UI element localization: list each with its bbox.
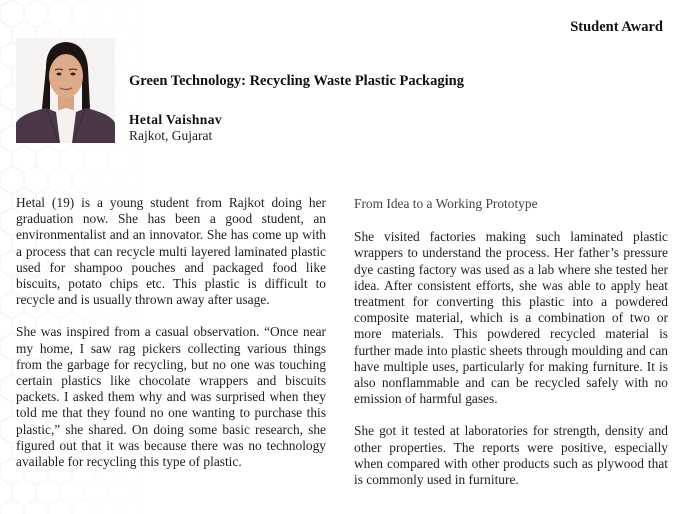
author-photo bbox=[16, 38, 115, 143]
author-location: Rajkot, Gujarat bbox=[129, 128, 213, 143]
portrait-photo-icon bbox=[16, 38, 115, 143]
paragraph: She visited factories making such laminated plastic wrappers to understand the process. Her father’s pressure dye casting factory was used as a lab where she tested her idea. After consistent efforts, she was able to apply heat treatment for converting this plastic into a powdered composite material, which is a combination of two or more materials. This powdered recycled material is further made into plastic sheets through moulding and can have multiple uses, particularly for making furniture. It is also nonflammable and can be recycled safely with no emission of harmful gases. bbox=[354, 229, 668, 407]
article-title: Green Technology: Recycling Waste Plastic Packaging bbox=[129, 73, 464, 89]
left-column bbox=[16, 195, 326, 486]
paragraph: She got it tested at laboratories for strength, density and other properties. The reports were positive, especially when compared with other products such as plywood that is commonly used in furniture. bbox=[354, 423, 668, 488]
section-subheading: From Idea to a Working Prototype bbox=[354, 196, 538, 211]
right-column bbox=[354, 196, 668, 504]
author-name: Hetal Vaishnav bbox=[129, 112, 223, 127]
award-label: Student Award bbox=[570, 19, 663, 35]
paragraph: She was inspired from a casual observation. “Once near my home, I saw rag pickers collecting various things from the garbage for recycling, but no one was touching certain plastics like chocolate wrappers and biscuits packets. I asked them why and was surprised when they told me that they found no one wanting to purchase this plastic,” she shared. On doing some basic research, she figured out that it was because there was no technology available for recycling this type of plastic. bbox=[16, 324, 326, 470]
paragraph: Hetal (19) is a young student from Rajkot doing her graduation now. She has been a good student, an environmentalist and an innovator. She has come up with a process that can recycle multi layered laminated plastic used for shampoo pouches and packaged food like biscuits, potato chips etc. This plastic is difficult to recycle and is usually thrown away after usage. bbox=[16, 195, 326, 308]
